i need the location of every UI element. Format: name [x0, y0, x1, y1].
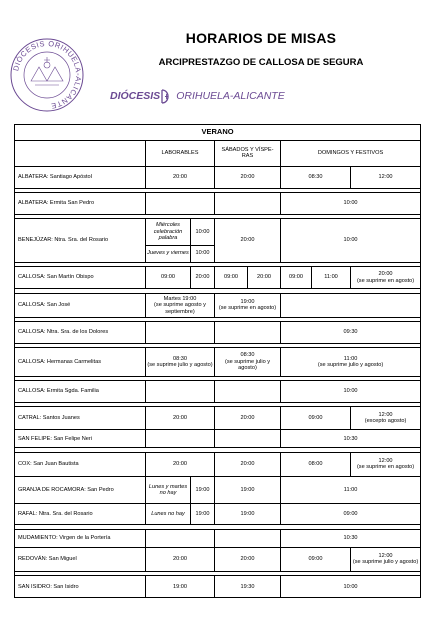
table-row: [15, 293, 421, 318]
sunday-time: 12:00: [378, 458, 393, 465]
season-title: VERANO: [15, 125, 421, 141]
weekday-time: 09:00: [146, 266, 191, 288]
sunday-time: 09:30: [281, 322, 421, 343]
saturday-time-with-note: [215, 348, 281, 377]
sunday-time-with-note: [351, 547, 421, 572]
sunday-time: 10:00: [281, 576, 421, 598]
sunday-time-with-note: [351, 266, 421, 288]
sunday-time: 08:30: [281, 166, 351, 188]
table-row: [15, 348, 421, 377]
saturday-time: 20:00: [215, 406, 281, 429]
seal-text: DIÓCESIS ORIHUELA-ALICANTE: [11, 38, 84, 111]
sunday-time-with-note: [351, 406, 421, 429]
sunday-time: 12:00: [378, 553, 393, 559]
saturday-time: 20:00: [215, 452, 281, 477]
weekday-time: [146, 193, 215, 214]
weekday-time: 20:00: [191, 266, 215, 288]
diocese-seal-logo: [9, 37, 85, 113]
sunday-note: (excepto agosto): [364, 418, 407, 425]
weekday-time: 19:00: [146, 576, 215, 598]
weekday-time-with-note: [146, 348, 215, 377]
church-name: GRANJA DE ROCAMORA: San Pedro: [15, 477, 146, 504]
saturday-time: 19:30: [215, 576, 281, 598]
church-name: REDOVÁN: San Miguel: [15, 547, 146, 572]
header-saturdays: SÁBADOS Y VÍSPE-RAS: [215, 141, 281, 167]
weekday-time: 20:00: [146, 547, 215, 572]
header-weekdays: LABORABLES: [146, 141, 215, 167]
saturday-time-with-note: [215, 293, 281, 318]
church-name: COX: San Juan Bautista: [15, 452, 146, 477]
table-row: [15, 218, 421, 245]
church-name: RAFAL: Ntra. Sra. del Rosario: [15, 503, 146, 524]
sunday-time: 09:00: [281, 406, 351, 429]
weekday-note: (se suprime agosto y septiembre): [154, 302, 206, 315]
table-row: [15, 266, 421, 288]
saturday-note: (se suprime en agosto): [218, 305, 277, 312]
weekday-time: 10:00: [191, 245, 215, 262]
sunday-note: (se suprime en agosto): [356, 277, 415, 284]
weekday-note: Jueves y viernes: [146, 245, 191, 262]
saturday-time: 19:00: [240, 299, 255, 305]
saturday-time: 20:00: [215, 166, 281, 188]
table-row: [15, 452, 421, 477]
sunday-time: 09:00: [281, 266, 312, 288]
logo-word-diocesis: DIÓCESIS: [110, 90, 161, 102]
church-name: ALBATERA: Santiago Apóstol: [15, 166, 146, 188]
svg-text:DIÓCESIS ORIHUELA-ALICANTE: [11, 39, 83, 111]
table-row: [15, 193, 421, 214]
sunday-time: 09:00: [281, 547, 351, 572]
saturday-time: 09:00: [215, 266, 248, 288]
page-title: HORARIOS DE MISAS: [185, 30, 337, 46]
weekday-time: 08:30: [173, 355, 187, 362]
saturday-time: 19:00: [215, 503, 281, 524]
table-row: [15, 406, 421, 429]
sunday-time: 10:00: [281, 218, 421, 262]
sunday-time: 10:30: [281, 430, 421, 448]
saturday-time: 08:30: [240, 352, 255, 359]
table-row: [15, 503, 421, 524]
saturday-time: [215, 193, 281, 214]
saturday-time: 20:00: [215, 218, 281, 262]
weekday-time: 19:00: [191, 477, 215, 504]
church-name: SAN ISIDRO: San Isidro: [15, 576, 146, 598]
mass-schedule-table: [14, 124, 421, 598]
sunday-time: 11:00: [281, 477, 421, 504]
church-name: CALLOSA: Ermita Sgda. Familia: [15, 381, 146, 402]
saturday-note: (se suprime julio y agosto): [224, 358, 271, 372]
table-row: [15, 529, 421, 547]
weekday-time: 10:00: [191, 218, 215, 245]
church-name: CALLOSA: San José: [15, 293, 146, 318]
weekday-time: [146, 381, 215, 402]
sunday-time: 10:00: [281, 381, 421, 402]
sunday-time: 10:30: [281, 529, 421, 547]
sunday-time: 11:00: [312, 266, 351, 288]
church-name: SAN FELIPE: San Felipe Neri: [15, 430, 146, 448]
sunday-time: [281, 293, 421, 318]
sunday-time: 20:00: [378, 271, 393, 278]
weekday-time: 20:00: [146, 166, 215, 188]
season-header-row: [15, 125, 421, 141]
church-name: BENEJÚZAR: Ntra. Sra. del Rosario: [15, 218, 146, 262]
page-subtitle: ARCIPRESTAZGO DE CALLOSA DE SEGURA: [158, 57, 364, 68]
weekday-note: Lunes no hay: [146, 503, 191, 524]
sunday-time-with-note: [281, 348, 421, 377]
weekday-time: [146, 529, 215, 547]
table-row: [15, 322, 421, 343]
church-name: ALBATERA: Ermita San Pedro: [15, 193, 146, 214]
sunday-time: 11:00: [343, 355, 358, 362]
sunday-note: (se suprime en agosto): [356, 464, 415, 471]
diocese-emblem-icon: [160, 89, 171, 104]
weekday-note: Lunes y martes no hay: [146, 477, 191, 504]
saturday-time: 20:00: [215, 547, 281, 572]
weekday-note: Miércoles celebración palabra: [146, 218, 191, 245]
table-row: [15, 381, 421, 402]
weekday-time: 19:00: [191, 503, 215, 524]
church-name: MUDAMIENTO: Virgen de la Portería: [15, 529, 146, 547]
weekday-time: Martes 19:00: [163, 295, 197, 302]
saturday-time: [215, 322, 281, 343]
table-row: [15, 576, 421, 598]
sunday-note: (se suprime julio y agosto): [352, 559, 419, 566]
sunday-note: (se suprime julio y agosto): [317, 361, 384, 368]
sunday-time: 12:00: [351, 166, 421, 188]
saturday-time: [215, 381, 281, 402]
saturday-time: 20:00: [248, 266, 281, 288]
church-name: CALLOSA: Hermanas Carmelitas: [15, 348, 146, 377]
logo-word-orihuela: ORIHUELA-ALICANTE: [176, 90, 285, 102]
sunday-time: 09:00: [281, 503, 421, 524]
column-header-row: [15, 141, 421, 167]
sunday-time: 12:00: [378, 411, 393, 418]
weekday-time: [146, 430, 215, 448]
table-row: [15, 166, 421, 188]
header-church: [15, 141, 146, 167]
saturday-time: [215, 529, 281, 547]
sunday-time: 08:00: [281, 452, 351, 477]
weekday-time-with-note: [146, 293, 215, 318]
table-row: [15, 430, 421, 448]
church-name: CALLOSA: Ntra. Sra. de los Dolores: [15, 322, 146, 343]
church-name: CATRAL: Santos Juanes: [15, 406, 146, 429]
weekday-time: 20:00: [146, 406, 215, 429]
sunday-time: 10:00: [281, 193, 421, 214]
weekday-time: [146, 322, 215, 343]
weekday-time: 20:00: [146, 452, 215, 477]
header-sundays: DOMINGOS Y FESTIVOS: [281, 141, 421, 167]
diocese-logo: [110, 85, 285, 107]
saturday-time: [215, 430, 281, 448]
table-row: [15, 547, 421, 572]
table-row: [15, 477, 421, 504]
saturday-time: 19:00: [215, 477, 281, 504]
sunday-time-with-note: [351, 452, 421, 477]
weekday-note: (se suprime julio y agosto): [147, 361, 213, 368]
church-name: CALLOSA: San Martín Obispo: [15, 266, 146, 288]
